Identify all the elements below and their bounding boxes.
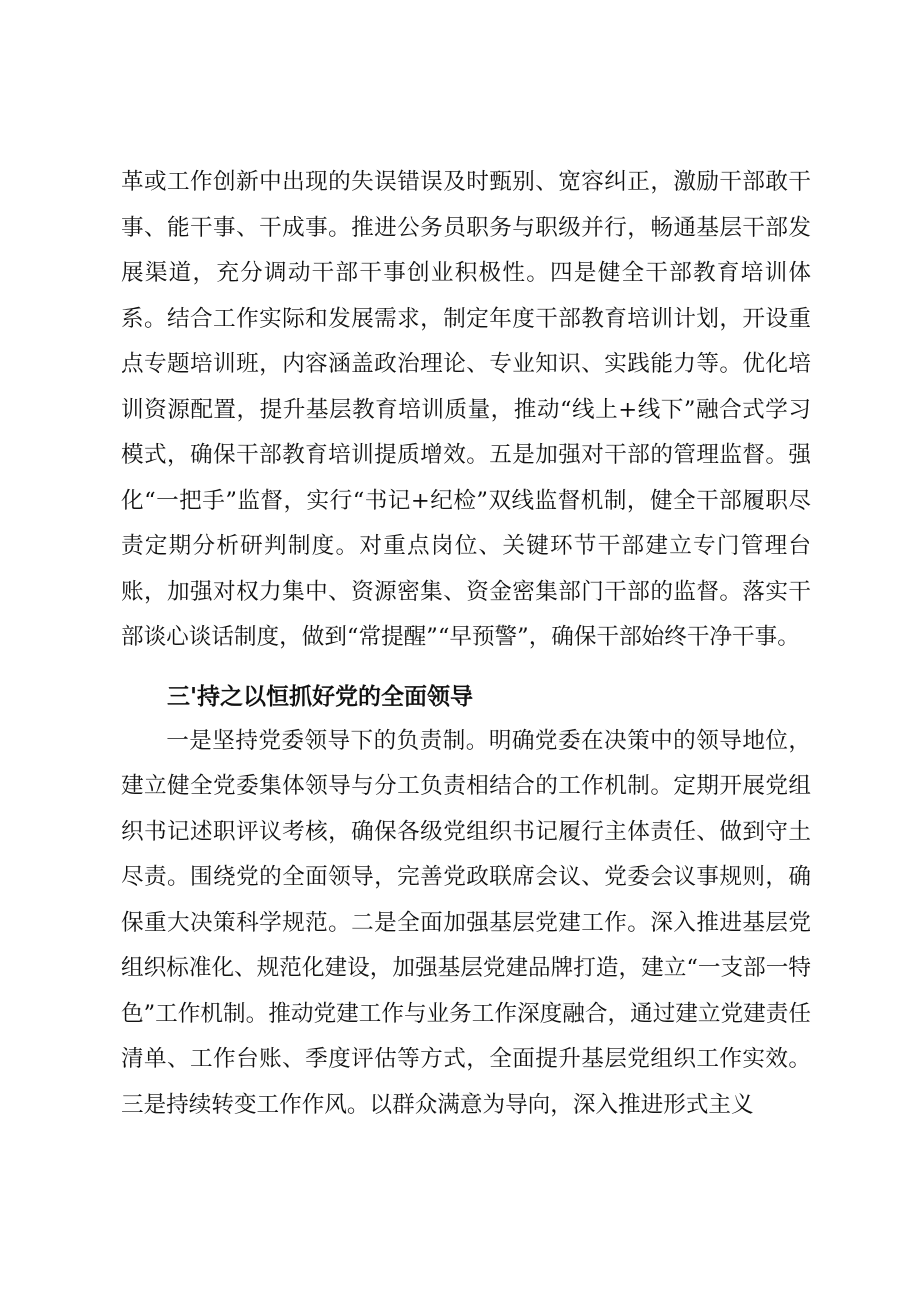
document-body	[121, 160, 811, 1128]
section-heading: 三'持之以恒抓好党的全面领导	[167, 683, 474, 710]
body-paragraph: 革或工作创新中出现的失误错误及时甄别、宽容纠正，激励干部敢干事、能干事、干成事。推进公务员职务与职级并行，畅通基层干部发展渠道，充分调动干部干事创业积极性。四是健全干部教育培训体系。结合工作实际和发展需求，制定年度干部教育培训计划，开设重点专题培训班，内容涵盖政治理论、专业知识、实践能力等。优化培训资源配置，提升基层教育培训质量，推动“线上+线下”融合式学习模式，确保干部教育培训提质增效。五是加强对干部的管理监督。强化“一把手”监督，实行“书记+纪检”双线监督机制，健全干部履职尽责定期分析研判制度。对重点岗位、关键环节干部建立专门管理台账，加强对权力集中、资源密集、资金密集部门干部的监督。落实干部谈心谈话制度，做到“常提醒”“早预警”，确保干部始终干净干事。	[121, 169, 811, 650]
body-paragraph: 一是坚持党委领导下的负责制。明确党委在决策中的领导地位，建立健全党委集体领导与分工负责相结合的工作机制。定期开展党组织书记述职评议考核，确保各级党组织书记履行主体责任、做到守土尽责。围绕党的全面领导，完善党政联席会议、党委会议事规则，确保重大决策科学规范。二是全面加强基层党建工作。深入推进基层党组织标准化、规范化建设，加强基层党建品牌打造，建立“一支部一特色”工作机制。推动党建工作与业务工作深度融合，通过建立党建责任清单、工作台账、季度评估等方式，全面提升基层党组织工作实效。三是持续转变工作作风。以群众满意为导向，深入推进形式主义	[121, 727, 811, 1118]
